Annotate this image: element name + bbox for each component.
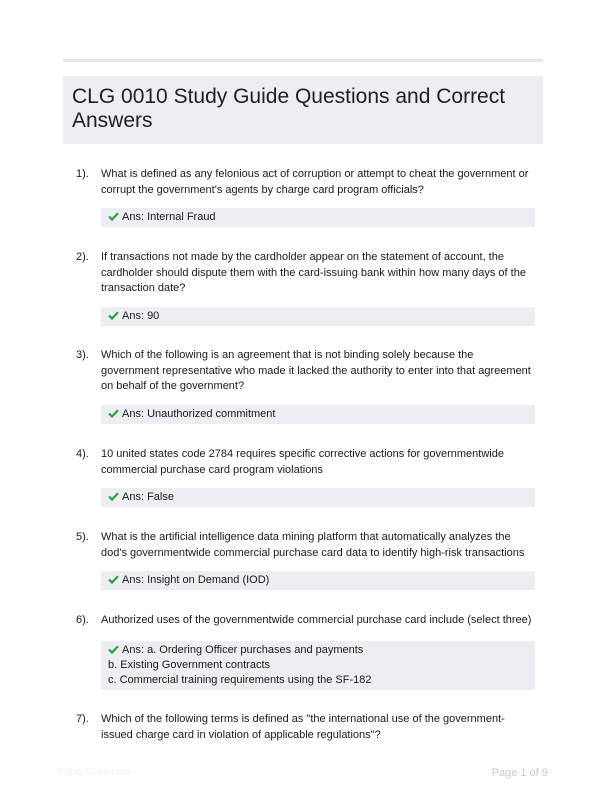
question-item — [63, 250, 543, 326]
check-icon — [108, 643, 119, 658]
question-number: 3). — [76, 349, 89, 361]
question-item — [63, 530, 543, 590]
check-icon — [108, 490, 119, 505]
question-number: 5). — [76, 531, 89, 543]
check-icon — [108, 573, 119, 588]
answer-box — [101, 641, 535, 690]
question-text: Which of the following terms is defined as "the international use of the government-issued charge card in violation of applicable regulations"? — [101, 713, 505, 741]
answer-text: Ans: False — [122, 491, 174, 503]
watermark: PaperStore.com — [58, 767, 131, 778]
question-number: 1). — [76, 168, 89, 180]
page-indicator: Page 1 of 9 — [491, 767, 548, 779]
page-title: CLG 0010 Study Guide Questions and Correct Answers — [72, 85, 506, 132]
check-icon — [108, 309, 119, 324]
title-banner — [63, 76, 543, 144]
answer-line — [108, 643, 528, 658]
answer-text: Ans: Unauthorized commitment — [122, 407, 276, 420]
question-text: What is the artificial intelligence data mining platform that automatically analyzes the dod's governmentwide commercial purchase card data to identify high-risk transactions — [101, 531, 525, 559]
top-divider — [63, 59, 543, 62]
question-text: Authorized uses of the governmentwide commercial purchase card include (select three) — [101, 614, 532, 626]
question-text: What is defined as any felonious act of corruption or attempt to cheat the government or corrupt the government's agents by charge card program officials? — [101, 168, 529, 196]
question-text: If transactions not made by the cardholder appear on the statement of account, the cardholder should dispute them with the card-issuing bank within how many days of the transaction date? — [101, 251, 526, 294]
check-icon — [108, 210, 119, 225]
answer-line — [108, 573, 528, 588]
answer-text: Ans: a. Ordering Officer purchases and payments — [122, 643, 364, 656]
question-number: 7). — [76, 713, 89, 725]
question-item — [63, 613, 543, 690]
answer-text: Ans: Insight on Demand (IOD) — [122, 574, 270, 586]
answer-line — [108, 407, 528, 422]
answer-line: b. Existing Government contracts — [108, 658, 271, 671]
question-item — [63, 447, 543, 507]
question-number: 6). — [76, 614, 89, 626]
answer-box — [101, 307, 535, 326]
question-text: Which of the following is an agreement that is not binding solely because the government representative who made it lacked the authority to enter into that agreement on behalf of the government? — [101, 349, 531, 392]
answer-line — [108, 490, 528, 505]
question-number: 4). — [76, 448, 89, 460]
answer-box — [101, 405, 535, 424]
answer-line — [108, 309, 528, 324]
answer-line: c. Commercial training requirements using the SF-182 — [108, 673, 372, 686]
question-number: 2). — [76, 251, 89, 263]
answer-box — [101, 571, 535, 590]
answer-line — [108, 210, 528, 225]
answer-box — [101, 208, 535, 227]
check-icon — [108, 407, 119, 422]
answer-box — [101, 488, 535, 507]
question-item — [63, 167, 543, 227]
answer-text: Ans: Internal Fraud — [122, 211, 216, 223]
answer-text: Ans: 90 — [122, 309, 160, 322]
question-item — [63, 348, 543, 424]
question-text: 10 united states code 2784 requires specific corrective actions for governmentwide commercial purchase card program violations — [101, 448, 504, 476]
question-item — [63, 712, 543, 743]
